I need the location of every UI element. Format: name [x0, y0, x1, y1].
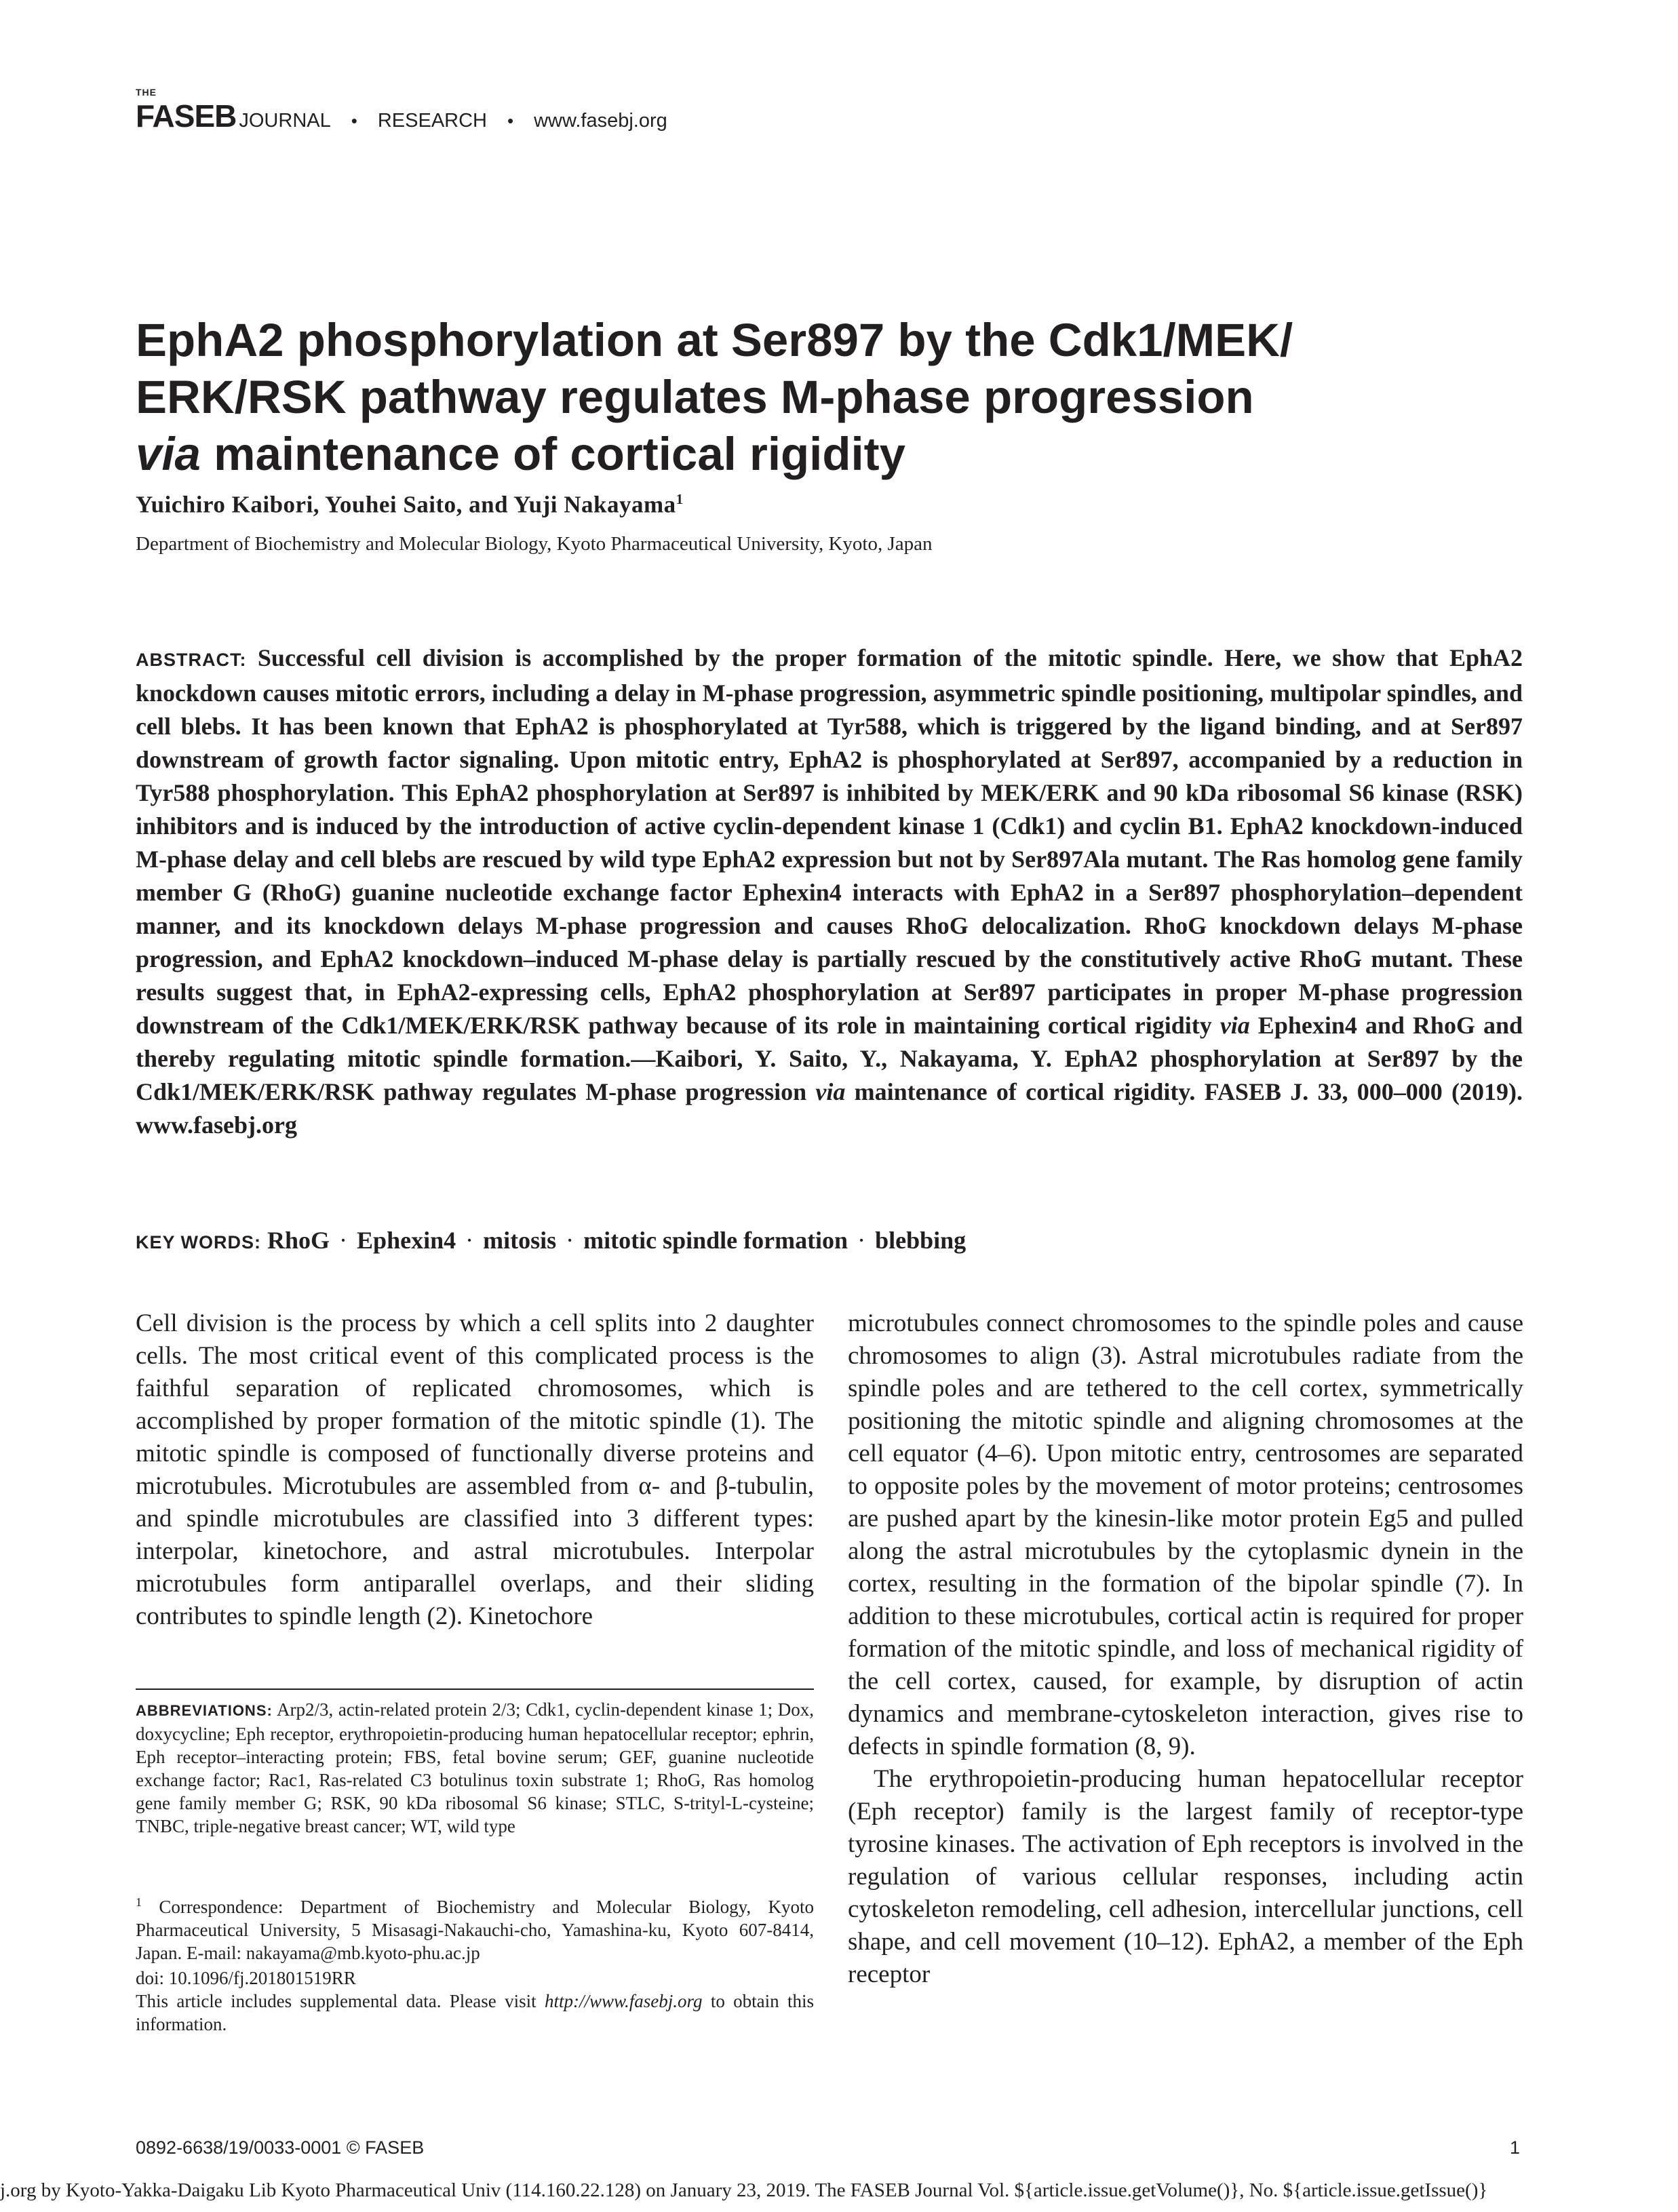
author-list: [136, 491, 684, 519]
title-line-1: EphA2 phosphorylation at Ser897 by the Cdk1/MEK/: [136, 314, 1293, 366]
keyword-separator: ·: [465, 1227, 474, 1254]
title-line-2: ERK/RSK pathway regulates M-phase progression: [136, 371, 1254, 423]
journal-logo: FASEB: [136, 98, 237, 134]
supplemental-note: [136, 1990, 814, 2036]
download-notice: j.org by Kyoto-Yakka-Daigaku Lib Kyoto Pharmaceutical Univ (114.160.22.128) on January 23, 2019. The FASEB Journal Vol. ${article.issue.getVolume()}, No. ${article.issue.getIssue()}: [0, 2179, 1488, 2201]
supplemental-text-end: to obtain this information.: [136, 1991, 814, 2034]
correspondence-footnote: [136, 1891, 814, 1964]
correspondence-mark: 1: [136, 1895, 142, 1909]
keywords-label: KEY WORDS:: [136, 1232, 262, 1252]
keyword-separator: ·: [339, 1227, 348, 1254]
journal-website-link[interactable]: www.fasebj.org: [534, 110, 667, 132]
author-names: Yuichiro Kaibori, Youhei Saito, and Yuji Nakayama: [136, 491, 676, 518]
abstract: [136, 641, 1523, 1142]
footnote-divider: [136, 1688, 814, 1690]
article-title: [136, 312, 1492, 483]
abbreviations-footnote: [136, 1698, 814, 1838]
abstract-label: ABSTRACT:: [136, 650, 247, 670]
page-number: 1: [1510, 2137, 1521, 2158]
journal-the: THE: [136, 87, 157, 98]
keyword: mitosis: [483, 1227, 557, 1254]
abbreviations-text: Arp2/3, actin-related protein 2/3; Cdk1, cyclin-dependent kinase 1; Dox, doxycycline; Eph receptor, erythropoietin-producing human hepatocellular receptor; ephrin, Eph receptor–interacting protein; FBS, fetal bovine serum; GEF, guanine nucleotide exchange factor; Rac1, Ras-related C3 botulinus toxin substrate 1; RhoG, Ras homolog gene family member G; RSK, 90 kDa ribosomal S6 kinase; STLC, S-trityl-L-cysteine; TNBC, triple-negative breast cancer; WT, wild type: [136, 1699, 814, 1836]
keyword-separator: ·: [566, 1227, 574, 1254]
section-label: RESEARCH: [377, 110, 487, 132]
keyword: blebbing: [875, 1227, 967, 1254]
keywords: [136, 1226, 966, 1255]
correspondence-text: Correspondence: Department of Biochemistry and Molecular Biology, Kyoto Pharmaceutical University, 5 Misasagi-Nakauchi-cho, Yamashina-ku, Kyoto 607-8414, Japan. E-mail: nakayama@mb.kyoto-phu.ac.jp: [136, 1897, 814, 1963]
supplemental-link[interactable]: http://www.fasebj.org: [544, 1991, 703, 2011]
body-paragraph: The erythropoietin-producing human hepatocellular receptor (Eph receptor) family is the largest family of receptor-type tyrosine kinases. The activation of Eph receptors is involved in the regulation of various cellular responses, including actin cytoskeleton remodeling, cell adhesion, intercellular junctions, cell shape, and cell movement (10–12). EphA2, a member of the Eph receptor: [848, 1765, 1523, 1988]
doi[interactable]: doi: 10.1096/fj.201801519RR: [136, 1968, 356, 1988]
body-column-right: [848, 1307, 1523, 1991]
abbreviations-label: ABBREVIATIONS:: [136, 1702, 273, 1719]
header-bullet: •: [507, 111, 514, 131]
body-paragraph: microtubules connect chromosomes to the spindle poles and cause chromosomes to align (3). Astral microtubules radiate from the spindle poles and are tethered to the cell cortex, symmetrically positioning the mitotic spindle and aligning chromosomes at the cell equator (4–6). Upon mitotic entry, centrosomes are separated to opposite poles by the movement of motor proteins; centrosomes are pushed apart by the kinesin-like motor protein Eg5 and pulled along the astral microtubules by the cytoplasmic dynein in the cortex, resulting in the formation of the bipolar spindle (7). In addition to these microtubules, cortical actin is required for proper formation of the mitotic spindle, and loss of mechanical rigidity of the cell cortex, caused, for example, by disruption of actin dynamics and membrane-cytoskeleton interaction, gives rise to defects in spindle formation (8, 9).: [848, 1309, 1523, 1760]
abstract-text-3: maintenance of cortical rigidity. FASEB J. 33, 000–000 (2019). www.fasebj.org: [136, 1078, 1523, 1139]
header-bullet: •: [351, 111, 357, 131]
issn-copyright: 0892-6638/19/0033-0001 © FASEB: [136, 2137, 425, 2158]
abstract-via-1: via: [1220, 1012, 1250, 1039]
abstract-text-1: Successful cell division is accomplished by the proper formation of the mitotic spindle. Here, we show that EphA2 knockdown causes mitotic errors, including a delay in M-phase progression, asymmetric spindle positioning, multipolar spindles, and cell blebs. It has been known that EphA2 is phosphorylated at Tyr588, which is triggered by the ligand binding, and at Ser897 downstream of growth factor signaling. Upon mitotic entry, EphA2 is phosphorylated at Ser897, accompanied by a reduction in Tyr588 phosphorylation. This EphA2 phosphorylation at Ser897 is inhibited by MEK/ERK and 90 kDa ribosomal S6 kinase (RSK) inhibitors and is induced by the introduction of active cyclin-dependent kinase 1 (Cdk1) and cyclin B1. EphA2 knockdown-induced M-phase delay and cell blebs are rescued by wild type EphA2 expression but not by Ser897Ala mutant. The Ras homolog gene family member G (RhoG) guanine nucleotide exchange factor Ephexin4 interacts with EphA2 in a Ser897 phosphorylation–dependent manner, and its knockdown delays M-phase progression and causes RhoG delocalization. RhoG knockdown delays M-phase progression, and EphA2 knockdown–induced M-phase delay is partially rescued by the constitutively active RhoG mutant. These results suggest that, in EphA2-expressing cells, EphA2 phosphorylation at Ser897 participates in proper M-phase progression downstream of the Cdk1/MEK/ERK/RSK pathway because of its role in maintaining cortical rigidity: [136, 644, 1523, 1039]
title-line-3: maintenance of cortical rigidity: [200, 428, 905, 480]
abstract-text-2: Ephexin4 and RhoG and thereby regulating mitotic spindle formation.—Kaibori, Y. Saito, Y., Nakayama, Y. EphA2 phosphorylation at Ser897 by the Cdk1/MEK/ERK/RSK pathway regulates M-phase progression: [136, 1012, 1523, 1105]
journal-name: JOURNAL: [239, 110, 331, 132]
body-paragraph: Cell division is the process by which a cell splits into 2 daughter cells. The most critical event of this complicated process is the faithful separation of replicated chromosomes, which is accomplished by proper formation of the mitotic spindle (1). The mitotic spindle is composed of functionally diverse proteins and microtubules. Microtubules are assembled from α- and β-tubulin, and spindle microtubules are classified into 3 different types: interpolar, kinetochore, and astral microtubules. Interpolar microtubules form antiparallel overlaps, and their sliding contributes to spindle length (2). Kinetochore: [136, 1309, 814, 1630]
title-italic-via: via: [136, 428, 201, 480]
keyword-separator: ·: [857, 1227, 866, 1254]
body-column-left: [136, 1307, 814, 1633]
affiliation: Department of Biochemistry and Molecular Biology, Kyoto Pharmaceutical University, Kyoto, Japan: [136, 533, 933, 555]
author-footnote-mark: 1: [676, 491, 684, 507]
journal-header: [136, 87, 667, 134]
keyword: Ephexin4: [357, 1227, 456, 1254]
abstract-via-2: via: [815, 1078, 846, 1105]
supplemental-text: This article includes supplemental data. Please visit: [136, 1991, 545, 2011]
keyword: mitotic spindle formation: [583, 1227, 848, 1254]
keyword: RhoG: [267, 1227, 330, 1254]
